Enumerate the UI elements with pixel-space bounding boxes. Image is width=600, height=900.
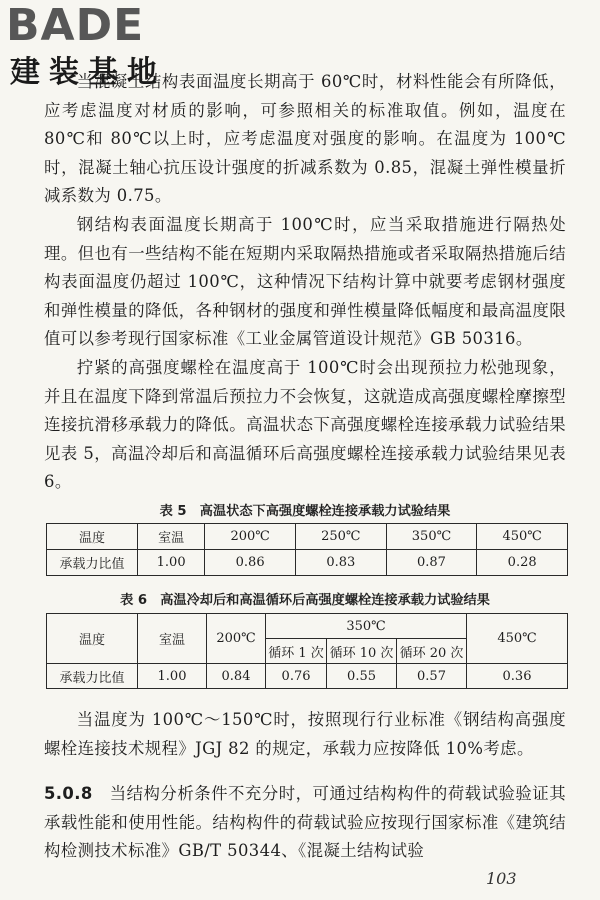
table6-header-cell: 温度 (47, 614, 138, 664)
table5-cell: 0.28 (477, 550, 568, 576)
section-number: 5.0.8 (44, 784, 93, 803)
body-text-after-table (44, 706, 566, 763)
page-number: 103 (486, 869, 517, 888)
paragraph-1: 当混凝土结构表面温度长期高于 60℃时，材料性能会有所降低，应考虑温度对材质的影响，可参照相关的标准取值。例如，温度在 80℃和 80℃以上时，应考虑温度对强度的影响。在温度为 100℃时，混凝土轴心抗压设计强度的折减系数为 0.85，混凝土弹性模量折减系数为 0.75。 (44, 72, 566, 206)
table5-cell: 0.83 (295, 550, 386, 576)
paragraph-2: 钢结构表面温度长期高于 100℃时，应当采取措施进行隔热处理。但也有一些结构不能在短期内采取隔热措施或者采取隔热措施后结构表面温度仍超过 100℃，这种情况下结构计算中就要考虑钢材强度和弹性模量的降低，各种钢材的强度和弹性模量降低幅度和最高温度限值可以参考现行国家标准《工业金属管道设计规范》GB 50316。 (44, 214, 566, 349)
table5-header-cell: 350℃ (386, 524, 477, 550)
paragraph-after-table: 当温度为 100℃～150℃时，按照现行行业标准《钢结构高强度螺栓连接技术规程》JGJ 82 的规定，承载力应按降低 10%考虑。 (44, 710, 566, 758)
table6 (46, 613, 568, 689)
table6-header-cell: 350℃ (266, 614, 467, 639)
section-paragraph (44, 780, 566, 866)
section-text: 当结构分析条件不充分时，可通过结构构件的荷载试验验证其承载性能和使用性能。结构构件的荷载试验应按现行国家标准《建筑结构检测技术标准》GB/T 50344、《混凝土结构试验 (44, 784, 566, 861)
table6-subheader-cell: 循环 10 次 (327, 639, 397, 664)
table6-cell: 0.55 (327, 664, 397, 689)
table6-cell: 0.76 (266, 664, 327, 689)
table5 (46, 523, 568, 576)
table6-cell: 0.36 (467, 664, 568, 689)
table6-cell: 0.57 (397, 664, 467, 689)
table6-cell: 0.84 (207, 664, 266, 689)
table5-cell: 承载力比值 (47, 550, 138, 576)
paragraph-3: 拧紧的高强度螺栓在温度高于 100℃时会出现预拉力松弛现象，并且在温度下降到常温后预拉力不会恢复，这就造成高强度螺栓摩擦型连接抗滑移承载力的降低。高温状态下高强度螺栓连接承载力试验结果见表 5，高温冷却后和高温循环后高强度螺栓连接承载力试验结果见表 6。 (44, 357, 566, 492)
table5-header-cell: 室温 (138, 524, 205, 550)
table6-header-cell: 室温 (138, 614, 207, 664)
table5-header-cell: 450℃ (477, 524, 568, 550)
table5-header-cell: 200℃ (205, 524, 296, 550)
table5-header-cell: 温度 (47, 524, 138, 550)
table5-data-row (47, 550, 568, 576)
table5-cell: 0.86 (205, 550, 296, 576)
table5-header-cell: 250℃ (295, 524, 386, 550)
table6-subheader-cell: 循环 1 次 (266, 639, 327, 664)
table6-data-row (47, 664, 568, 689)
table5-header-row (47, 524, 568, 550)
logo-cjk-text: 建装基地 (10, 55, 166, 90)
table5-cell: 1.00 (138, 550, 205, 576)
section-5-0-8 (44, 780, 566, 866)
table6-caption: 表 6 高温冷却后和高温循环后高强度螺栓连接承载力试验结果 (120, 593, 490, 608)
body-text-top (44, 68, 566, 497)
table6-subheader-cell: 循环 20 次 (397, 639, 467, 664)
table6-header-cell: 200℃ (207, 614, 266, 664)
table5-caption: 表 5 高温状态下高强度螺栓连接承载力试验结果 (159, 504, 451, 519)
table6-header-row (47, 614, 568, 639)
table6-header-cell: 450℃ (467, 614, 568, 664)
table5-cell: 0.87 (386, 550, 477, 576)
table6-cell: 1.00 (138, 664, 207, 689)
logo-latin-text: BADE (6, 0, 145, 51)
table6-cell: 承载力比值 (47, 664, 138, 689)
